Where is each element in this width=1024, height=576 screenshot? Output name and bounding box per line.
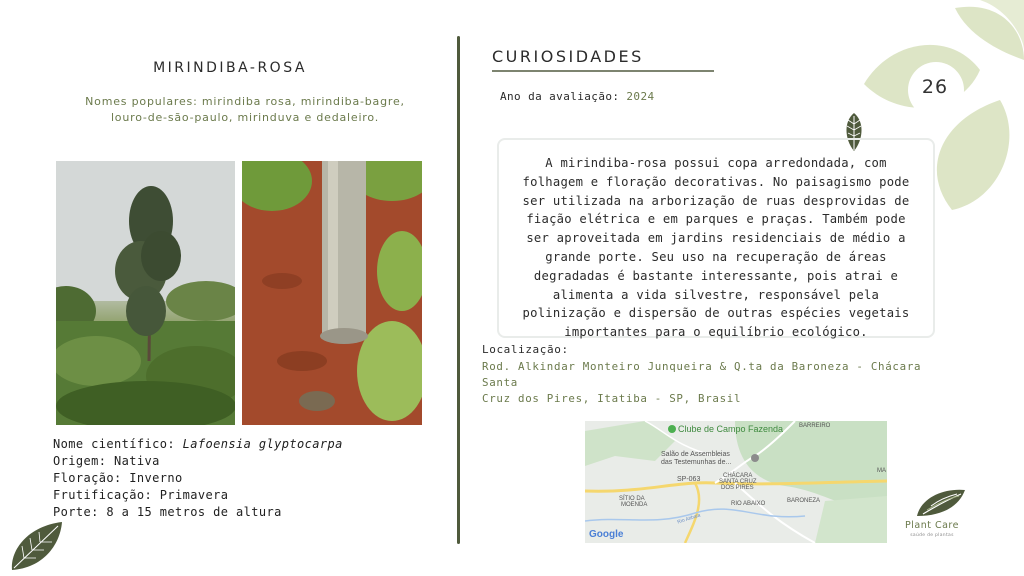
page-number: 26 (921, 76, 949, 98)
map-label-sitio-1: SÍTIO DA (619, 496, 645, 502)
evaluation-year (500, 90, 655, 103)
scientific-name-value: Lafoensia glyptocarpa (182, 437, 343, 451)
location-line-2: Cruz dos Pires, Itatiba - SP, Brasil (482, 392, 742, 405)
plant-title: MIRINDIBA-ROSA (153, 60, 307, 76)
curiosity-line: grande porte. Seu uso na recuperação de áreas (545, 249, 887, 264)
column-divider (457, 36, 460, 544)
map-label-sitio-2: MOENDA (621, 502, 648, 508)
map-label-hall-2: das Testemunhas de... (661, 459, 732, 466)
map-label-club: Clube de Campo Fazenda (678, 424, 784, 434)
curiosity-line: alimenta a vida silvestre, responsável pela (552, 287, 880, 302)
plant-details (53, 436, 343, 521)
flowering: Floração: Inverno (53, 471, 183, 485)
curiosity-line: folhagem e floração decorativas. No paisagismo pode (522, 174, 910, 189)
location-line-1: Rod. Alkindar Monteiro Junqueira & Q.ta da Baroneza - Chácara Santa (482, 360, 922, 389)
plant-care-logo-icon (913, 486, 969, 520)
scientific-name (53, 436, 343, 453)
map-label-barreiro: BARREIRO (799, 423, 831, 429)
origin: Origem: Nativa (53, 454, 160, 468)
curiosity-line: ser utilizada na arborização de ruas desprovidas de (522, 193, 910, 208)
bottom-leaf-icon (8, 520, 64, 572)
curiosities-title: CURIOSIDADES (492, 47, 644, 66)
map-label-baroneza: BARONEZA (787, 498, 821, 504)
map-label-edge: MA (877, 468, 886, 474)
popular-names-line-1: Nomes populares: mirindiba rosa, mirindiba-bagre, (85, 95, 405, 108)
fruiting: Frutificação: Primavera (53, 488, 229, 502)
location-label: Localização: (482, 343, 569, 356)
map-label-rio-abaixo: RIO ABAIXO (731, 501, 766, 507)
curiosities-text-box (497, 138, 935, 338)
map-label-hall-1: Salão de Assembleias (661, 451, 730, 458)
brand-name: Plant Care (905, 520, 959, 531)
year-value: 2024 (626, 90, 655, 103)
curiosity-line: polinização e dispersão de outras espécies vegetais (522, 306, 910, 321)
map-label-chacara: CHÁCARA (723, 473, 753, 479)
title-underline (492, 70, 714, 72)
tree-photo (56, 161, 235, 425)
location-address (482, 359, 962, 407)
curiosity-line: degradadas é bastante interessante, pois atrai e (533, 268, 899, 283)
location-map[interactable] (585, 421, 887, 543)
curiosity-line: fiação elétrica e em parques e praças. Também pode (526, 212, 906, 227)
curiosity-line: importantes para o equilíbrio ecológico. (564, 325, 868, 340)
map-label-river: Rio Atibaia (676, 512, 702, 526)
size: Porte: 8 a 15 metros de altura (53, 505, 282, 519)
curiosity-line: A mirindiba-rosa possui copa arredondada, com (545, 156, 887, 170)
map-label-dos-pires: DOS PIRES (721, 485, 754, 491)
google-logo: Google (589, 529, 624, 540)
trunk-photo (242, 161, 422, 425)
curiosity-line: ser aproveitada em jardins residenciais de médio a (526, 231, 906, 246)
brand-tagline: saúde de plantas (910, 533, 954, 538)
year-label: Ano da avaliação: (500, 90, 627, 103)
popular-names (56, 94, 434, 126)
map-label-santa-cruz: SANTA CRUZ (719, 479, 757, 485)
scientific-name-label: Nome científico: (53, 437, 183, 451)
popular-names-line-2: louro-de-são-paulo, mirinduva e dedaleiro. (110, 111, 380, 124)
map-road-label: SP-063 (677, 476, 701, 483)
